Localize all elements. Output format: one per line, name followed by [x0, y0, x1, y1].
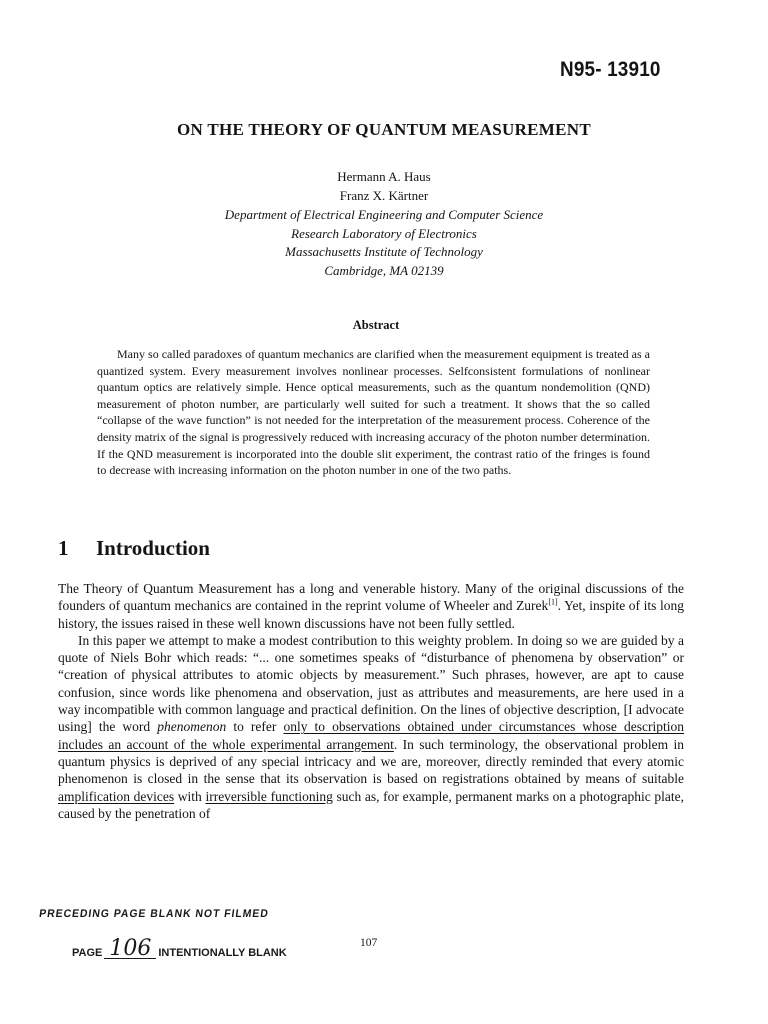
- paper-title: ON THE THEORY OF QUANTUM MEASUREMENT: [177, 120, 591, 139]
- paragraph-text: . In such terminology, the observational problem in quantum physics is deprived of any special intricacy and we are, moreover, directly reminded that every atomic phenomenon is closed in the sense that its observation is based on registrations obtained by means of suitable: [58, 736, 684, 787]
- blank-note-prefix: PAGE: [72, 947, 103, 959]
- section-title: Introduction: [96, 536, 210, 560]
- handwritten-page-number: 106: [104, 940, 156, 959]
- paragraph-text: with: [174, 788, 206, 804]
- underlined-phrase: irreversible functioning: [205, 788, 333, 804]
- section-number: 1: [58, 536, 69, 560]
- paragraph: [58, 580, 684, 632]
- affiliation-block: [0, 206, 768, 280]
- author-name: Franz X. Kärtner: [339, 187, 429, 203]
- paragraph-text: The Theory of Quantum Measurement has a long and venerable history. Many of the original discussions of the founders of quantum mechanics are contained in the reprint volume of Wheeler and Zurek: [58, 581, 684, 614]
- abstract-text: Many so called paradoxes of quantum mechanics are clarified when the measurement equipment is treated as a quantized system. Every measurement involves nonlinear processes. Selfconsistent formulations of nonlinear quantum optics are relatively simple. Hence optical measurements, such as the quantum nondemolition (QND) measurement of photon number, are particularly well suited for such a treatment. It shows that the so called “collapse of the wave function” is not needed for the interpretation of the measurement process. Coherence of the density matrix of the signal is progressively reduced with increasing accuracy of the photon number determination. If the QND measurement is incorporated into the double slit experiment, the contrast ratio of the fringes is found to decrease with increasing information on the photon number in one of the two paths.: [97, 347, 650, 478]
- paragraph-text: In this paper we attempt to make a modest contribution to this weighty problem. In doing so we are guided by a quote of Niels Bohr which reads: “... one sometimes speaks of “disturbance of phenomena by observation” or “creation of physical attributes to atomic objects by measurement.” Such phrases, however, are apt to cause confusion, since words like phenomena and observation, just as attributes and measurements, are here used in a way incompatible with common language and practical definition. On the lines of objective description, [I advocate using] the word: [58, 632, 684, 735]
- paragraph-text: such as, for example, permanent marks on a photographic plate, caused by the penetration of: [58, 788, 684, 821]
- page-number: 107: [360, 937, 378, 949]
- body-text: [58, 580, 684, 822]
- preceding-page-stamp: PRECEDING PAGE BLANK NOT FILMED: [38, 908, 270, 920]
- underlined-phrase: amplification devices: [58, 788, 175, 804]
- affiliation-line: Department of Electrical Engineering and Computer Science: [224, 207, 544, 222]
- blank-page-note: [72, 936, 287, 961]
- affiliation-line: Massachusetts Institute of Technology: [285, 244, 483, 259]
- citation-ref: [1]: [548, 597, 558, 607]
- underlined-phrase: only to observations obtained under circumstances whose description includes an account of the whole experimental arrangement: [58, 719, 684, 752]
- affiliation-line: Cambridge, MA 02139: [324, 262, 444, 278]
- author-name: Hermann A. Haus: [337, 169, 431, 184]
- abstract-heading: Abstract: [352, 318, 400, 332]
- affiliation-line: Research Laboratory of Electronics: [291, 225, 477, 241]
- author-list: [0, 168, 768, 205]
- report-number: N95- 13910: [560, 58, 661, 81]
- paragraph: [58, 632, 684, 822]
- blank-note-suffix: INTENTIONALLY BLANK: [158, 947, 287, 959]
- paragraph-text: to refer: [226, 719, 284, 735]
- section-heading: [58, 536, 210, 561]
- paragraph-text: . Yet, inspite of its long history, the issues raised in these well known discussions have not been fully settled.: [58, 598, 685, 631]
- emphasized-term: phenomenon: [157, 719, 227, 735]
